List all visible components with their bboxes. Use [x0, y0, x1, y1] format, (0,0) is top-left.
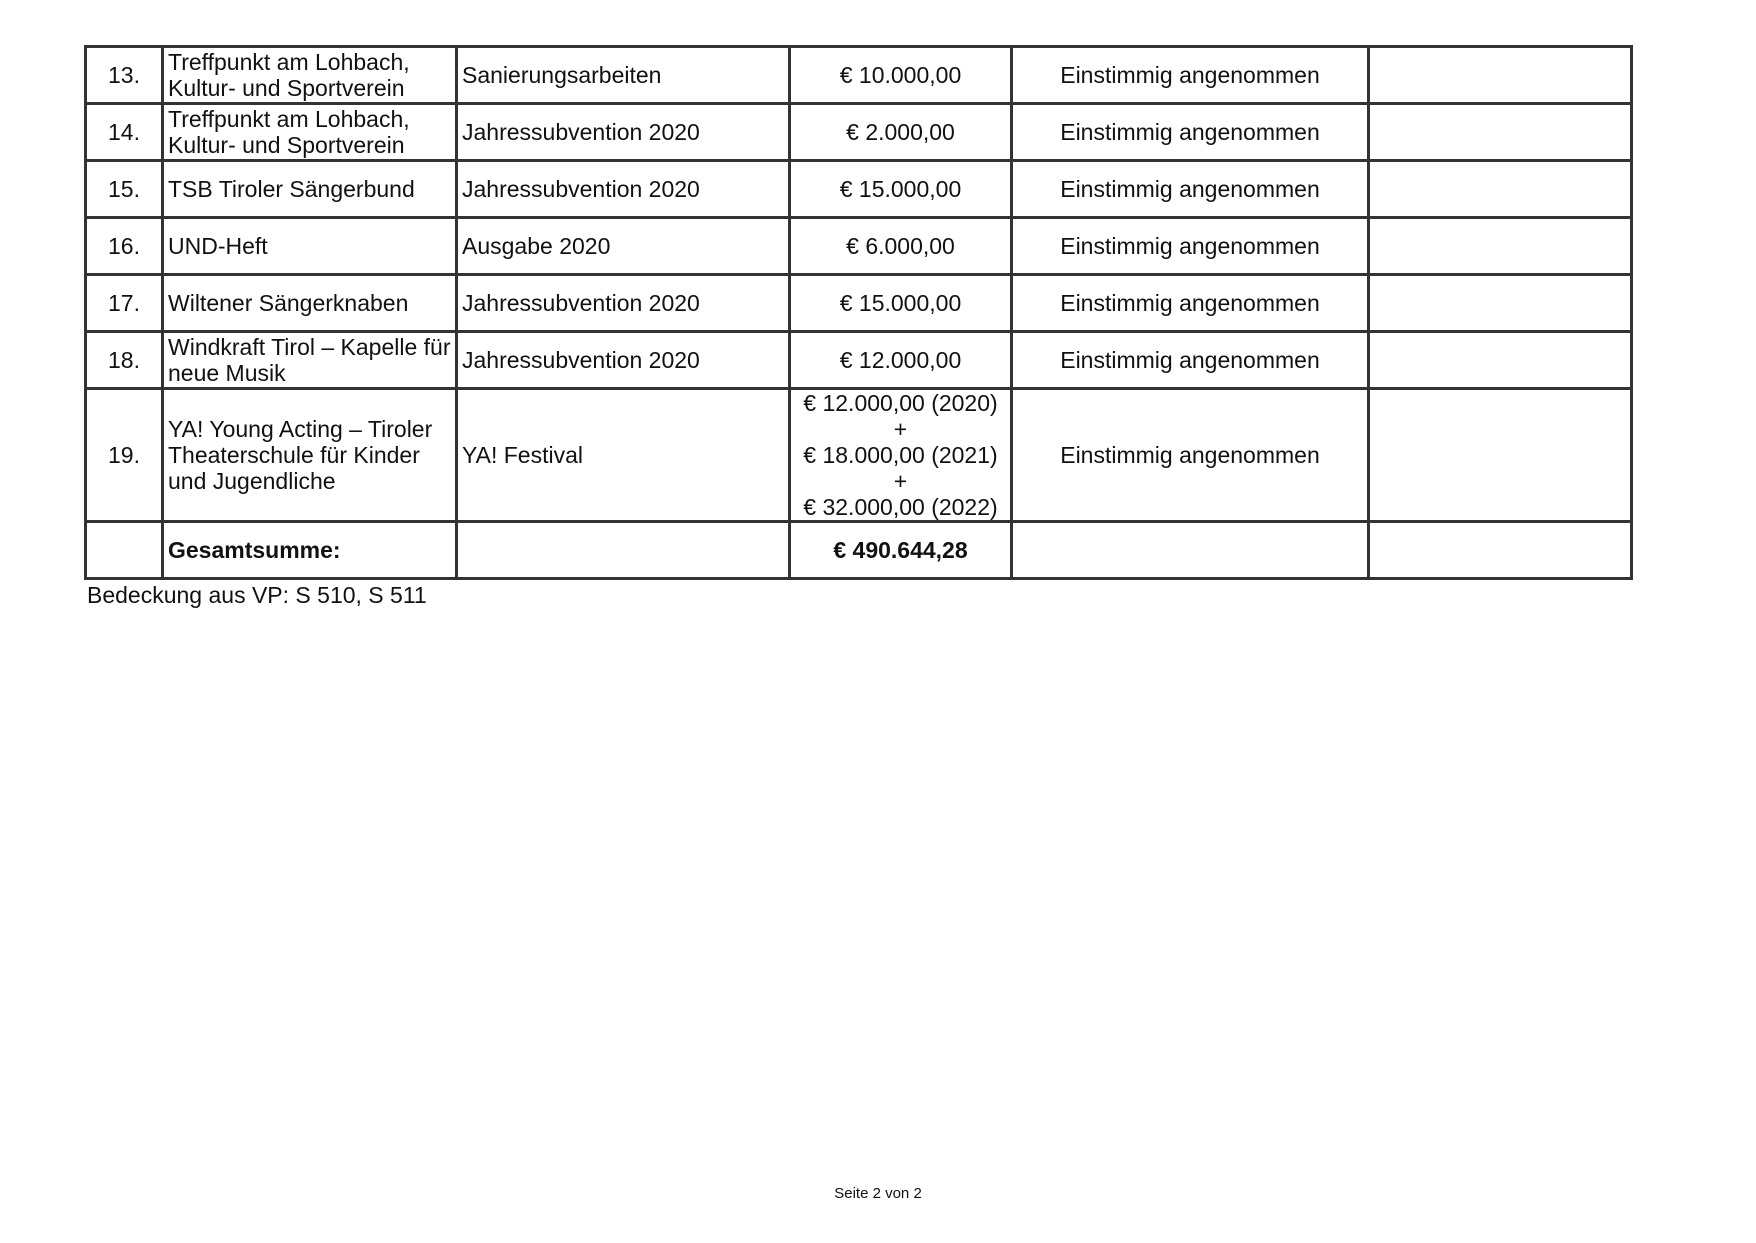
amount-cell: € 10.000,00 [790, 47, 1012, 104]
row-number: 16. [86, 218, 163, 275]
recipient-cell: TSB Tiroler Sängerbund [163, 161, 457, 218]
row-number: 19. [86, 389, 163, 522]
purpose-cell: Sanierungsarbeiten [457, 47, 790, 104]
purpose-cell: YA! Festival [457, 389, 790, 522]
row-number: 15. [86, 161, 163, 218]
row-number [86, 522, 163, 579]
purpose-cell: Jahressubvention 2020 [457, 275, 790, 332]
table-row [86, 389, 1632, 522]
table-row [86, 275, 1632, 332]
recipient-cell: UND-Heft [163, 218, 457, 275]
recipient-cell: Treffpunkt am Lohbach, Kultur- und Sportverein [163, 47, 457, 104]
row-number: 18. [86, 332, 163, 389]
note-cell [1369, 47, 1632, 104]
purpose-cell: Jahressubvention 2020 [457, 104, 790, 161]
note-cell [1369, 332, 1632, 389]
table-row [86, 161, 1632, 218]
table-row [86, 332, 1632, 389]
decision-cell: Einstimmig angenommen [1012, 332, 1369, 389]
page-number: Seite 2 von 2 [834, 1185, 922, 1202]
note-cell [1369, 104, 1632, 161]
note-cell [1369, 275, 1632, 332]
purpose-cell [457, 522, 790, 579]
decision-cell: Einstimmig angenommen [1012, 161, 1369, 218]
purpose-cell: Jahressubvention 2020 [457, 332, 790, 389]
row-number: 14. [86, 104, 163, 161]
total-row [86, 522, 1632, 579]
row-number: 17. [86, 275, 163, 332]
recipient-cell: Wiltener Sängerknaben [163, 275, 457, 332]
table-row [86, 218, 1632, 275]
amount-cell: € 12.000,00 [790, 332, 1012, 389]
amount-cell: € 15.000,00 [790, 161, 1012, 218]
decision-cell: Einstimmig angenommen [1012, 47, 1369, 104]
note-cell [1369, 522, 1632, 579]
amount-cell: € 15.000,00 [790, 275, 1012, 332]
amount-cell: € 2.000,00 [790, 104, 1012, 161]
purpose-cell: Ausgabe 2020 [457, 218, 790, 275]
note-cell [1369, 161, 1632, 218]
total-amount: € 490.644,28 [790, 522, 1012, 579]
recipient-cell: Windkraft Tirol – Kapelle für neue Musik [163, 332, 457, 389]
table-row [86, 104, 1632, 161]
table-row [86, 47, 1632, 104]
decision-cell [1012, 522, 1369, 579]
recipient-cell: YA! Young Acting – Tiroler Theaterschule für Kinder und Jugendliche [163, 389, 457, 522]
coverage-note: Bedeckung aus VP: S 510, S 511 [87, 582, 427, 608]
recipient-cell: Treffpunkt am Lohbach, Kultur- und Sportverein [163, 104, 457, 161]
total-label: Gesamtsumme: [163, 522, 457, 579]
row-number: 13. [86, 47, 163, 104]
amount-line-2020: € 12.000,00 (2020) + [803, 390, 998, 442]
decision-cell: Einstimmig angenommen [1012, 218, 1369, 275]
note-cell [1369, 218, 1632, 275]
amount-cell [790, 389, 1012, 522]
decision-cell: Einstimmig angenommen [1012, 389, 1369, 522]
decision-cell: Einstimmig angenommen [1012, 104, 1369, 161]
subsidy-table [84, 45, 1633, 580]
purpose-cell: Jahressubvention 2020 [457, 161, 790, 218]
amount-line-2021: € 18.000,00 (2021) + [803, 442, 998, 494]
decision-cell: Einstimmig angenommen [1012, 275, 1369, 332]
amount-line-2022: € 32.000,00 (2022) [803, 494, 998, 520]
amount-cell: € 6.000,00 [790, 218, 1012, 275]
note-cell [1369, 389, 1632, 522]
